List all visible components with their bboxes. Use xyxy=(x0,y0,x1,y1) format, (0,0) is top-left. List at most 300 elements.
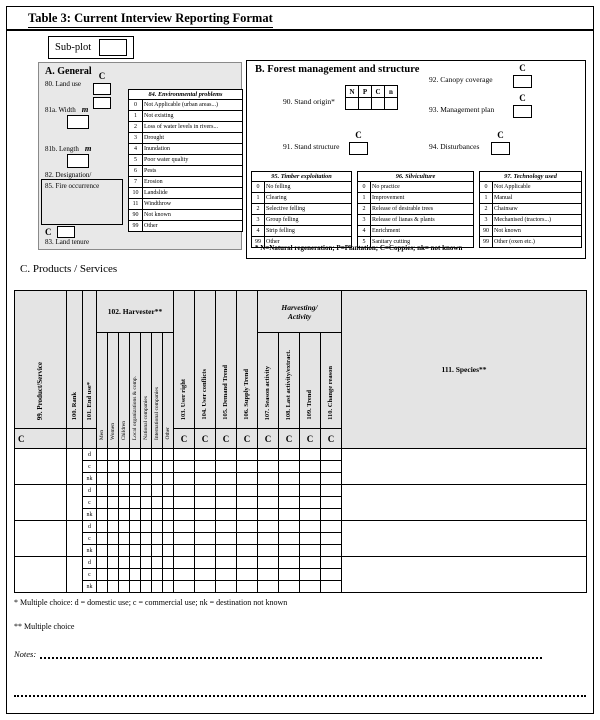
species-cell xyxy=(342,449,587,485)
harvester-cell xyxy=(130,485,141,497)
col-supply-trend-header: 106. Supply Trend xyxy=(237,291,258,429)
product-subrow-domestic xyxy=(15,521,587,533)
supply-trend-cell xyxy=(237,449,258,461)
code-label: Loss of water levels in rivers... xyxy=(143,122,243,133)
mgmt-plan-box xyxy=(513,105,532,118)
notes-row xyxy=(14,648,542,659)
disturbances-code: C xyxy=(497,130,504,140)
subplot-field xyxy=(48,36,134,59)
last-activity-cell xyxy=(279,557,300,569)
harvester-cell xyxy=(141,569,152,581)
product-subrow-domestic xyxy=(15,557,587,569)
harvester-cell xyxy=(163,485,174,497)
supply-trend-cell xyxy=(237,497,258,509)
length-field xyxy=(45,143,91,153)
harvester-cell xyxy=(97,473,108,485)
harvester-cell xyxy=(130,533,141,545)
notes-dotted-line-1 xyxy=(40,648,542,659)
subplot-input-box xyxy=(99,39,127,56)
code-label: Group felling xyxy=(265,215,352,226)
product-subrow-domestic xyxy=(15,449,587,461)
code-label: Poor water quality xyxy=(143,155,243,166)
harvester-cell xyxy=(163,473,174,485)
harvester-cell xyxy=(141,533,152,545)
harvester-col-local-orgs: Local organizations & comp. xyxy=(130,333,141,449)
product-cell xyxy=(15,557,67,593)
harvester-cell xyxy=(152,557,163,569)
user-right-cell xyxy=(174,521,195,533)
enduse-destination-label: nk xyxy=(83,509,97,521)
last-activity-cell xyxy=(279,461,300,473)
user-conflicts-cell xyxy=(195,557,216,569)
harvester-cell xyxy=(141,509,152,521)
rank-cell xyxy=(67,557,83,593)
harvester-cell xyxy=(163,569,174,581)
demand-trend-cell xyxy=(216,569,237,581)
species-cell xyxy=(342,485,587,521)
enduse-destination-label: d xyxy=(83,557,97,569)
enduse-destination-label: c xyxy=(83,569,97,581)
user-right-cell xyxy=(174,533,195,545)
harvester-cell xyxy=(130,545,141,557)
harvester-cell xyxy=(108,449,119,461)
trend-code-cell: C xyxy=(300,429,321,449)
harvester-cell xyxy=(130,449,141,461)
code-value: 1 xyxy=(129,111,143,122)
enduse-destination-label: d xyxy=(83,449,97,461)
technology-header-row xyxy=(480,172,582,182)
season-activity-cell xyxy=(258,557,279,569)
season-code-cell: C xyxy=(258,429,279,449)
width-field xyxy=(45,104,88,114)
code-list-row xyxy=(358,215,474,226)
harvester-cell xyxy=(108,545,119,557)
footnote-multiple-choice-2: ** Multiple choice xyxy=(14,622,75,631)
code-label: Release of desirable trees xyxy=(371,204,474,215)
land-tenure-label: 83. Land tenure xyxy=(45,238,90,246)
enduse-code-cell xyxy=(83,429,97,449)
col-product-header: 99. Product/Service xyxy=(15,291,67,429)
user-conflicts-code-cell: C xyxy=(195,429,216,449)
code-label: Not Applicable (urban areas...) xyxy=(143,100,243,111)
user-conflicts-cell xyxy=(195,533,216,545)
code-label: Improvement xyxy=(371,193,474,204)
trend-cell xyxy=(300,509,321,521)
change-reason-cell xyxy=(321,581,342,593)
harvester-cell xyxy=(119,509,130,521)
user-conflicts-cell xyxy=(195,545,216,557)
harvester-cell xyxy=(130,581,141,593)
user-right-cell xyxy=(174,497,195,509)
user-conflicts-cell xyxy=(195,509,216,521)
trend-cell xyxy=(300,533,321,545)
supply-trend-cell xyxy=(237,557,258,569)
product-cell xyxy=(15,521,67,557)
notes-label: Notes: xyxy=(14,649,37,659)
supply-trend-cell xyxy=(237,581,258,593)
timber-header-row xyxy=(252,172,352,182)
harvester-cell xyxy=(97,521,108,533)
stand-structure-field xyxy=(349,131,368,155)
last-activity-cell xyxy=(279,533,300,545)
code-list-row xyxy=(480,215,582,226)
demand-trend-cell xyxy=(216,449,237,461)
harvester-cell xyxy=(108,581,119,593)
harvester-cell xyxy=(97,509,108,521)
length-label: 81b. Length xyxy=(45,145,79,153)
user-right-cell xyxy=(174,509,195,521)
timber-exploitation-table xyxy=(251,171,352,248)
demand-trend-cell xyxy=(216,545,237,557)
products-services-table xyxy=(14,290,587,593)
harvester-cell xyxy=(141,557,152,569)
harvester-cell xyxy=(108,485,119,497)
harvester-cell xyxy=(130,461,141,473)
harvester-cell xyxy=(119,521,130,533)
fire-occurrence-box xyxy=(41,179,123,225)
change-reason-cell xyxy=(321,449,342,461)
harvester-col-international-companies: International companies xyxy=(152,333,163,449)
change-reason-cell xyxy=(321,545,342,557)
harvester-cell xyxy=(152,449,163,461)
change-reason-code-cell: C xyxy=(321,429,342,449)
code-value: 1 xyxy=(480,193,493,204)
demand-trend-cell xyxy=(216,557,237,569)
harvester-cell xyxy=(108,521,119,533)
silviculture-title: 96. Silviculture xyxy=(358,172,474,182)
designation-label: 82. Designation/ xyxy=(45,171,92,179)
disturbances-field xyxy=(491,131,510,155)
env-problems-table xyxy=(128,89,243,232)
harvester-cell xyxy=(108,509,119,521)
notes-dotted-line-2 xyxy=(14,686,586,697)
trend-cell xyxy=(300,449,321,461)
enduse-destination-label: c xyxy=(83,497,97,509)
code-label: Other xyxy=(143,221,243,232)
timber-title: 95. Timber exploitation xyxy=(252,172,352,182)
harvester-group-header: 102. Harvester** xyxy=(97,291,174,333)
harvester-cell xyxy=(141,497,152,509)
stand-origin-options xyxy=(345,85,398,110)
harvester-cell xyxy=(163,545,174,557)
code-label: Release of lianas & plants xyxy=(371,215,474,226)
change-reason-cell xyxy=(321,569,342,581)
rank-code-cell xyxy=(67,429,83,449)
harvester-cell xyxy=(141,581,152,593)
code-value: 3 xyxy=(358,215,371,226)
land-tenure-box xyxy=(57,226,75,238)
demand-trend-cell xyxy=(216,485,237,497)
harvester-cell xyxy=(141,449,152,461)
season-activity-cell xyxy=(258,533,279,545)
title-rule xyxy=(7,29,593,31)
season-activity-cell xyxy=(258,509,279,521)
harvester-cell xyxy=(97,581,108,593)
mgmt-plan-code: C xyxy=(519,93,526,103)
harvester-cell xyxy=(163,521,174,533)
last-activity-cell xyxy=(279,473,300,485)
change-reason-cell xyxy=(321,473,342,485)
trend-cell xyxy=(300,545,321,557)
code-label: Selective felling xyxy=(265,204,352,215)
harvester-cell xyxy=(97,533,108,545)
user-right-cell xyxy=(174,545,195,557)
code-list-row xyxy=(358,204,474,215)
code-label: Landslide xyxy=(143,188,243,199)
harvester-cell xyxy=(119,557,130,569)
section-b-title: B. Forest management and structure xyxy=(255,64,420,75)
harvester-cell xyxy=(130,497,141,509)
demand-trend-cell xyxy=(216,509,237,521)
code-value: 99 xyxy=(480,237,493,248)
stand-origin-letters-row xyxy=(346,86,398,98)
harvester-cell xyxy=(163,449,174,461)
harvester-cell xyxy=(108,461,119,473)
width-unit: m xyxy=(81,104,89,114)
code-list-row xyxy=(252,193,352,204)
code-value: 2 xyxy=(358,204,371,215)
harvester-cell xyxy=(141,521,152,533)
season-activity-cell xyxy=(258,545,279,557)
harvester-cell xyxy=(152,485,163,497)
harvester-cell xyxy=(97,485,108,497)
stand-structure-box xyxy=(349,142,368,155)
code-value: 10 xyxy=(129,188,143,199)
code-value: 1 xyxy=(358,193,371,204)
code-list-row xyxy=(358,182,474,193)
stand-structure-code: C xyxy=(355,130,362,140)
last-activity-cell xyxy=(279,545,300,557)
supply-trend-cell xyxy=(237,485,258,497)
harvester-col-women: Women xyxy=(108,333,119,449)
code-value: 99 xyxy=(252,237,265,248)
harvester-col-other: Other xyxy=(163,333,174,449)
code-value: 3 xyxy=(129,133,143,144)
code-label: Strip felling xyxy=(265,226,352,237)
enduse-destination-label: nk xyxy=(83,473,97,485)
harvester-cell xyxy=(108,533,119,545)
stand-origin-option-nk: n xyxy=(385,86,398,98)
supply-trend-cell xyxy=(237,533,258,545)
harvester-cell xyxy=(119,461,130,473)
code-list-row xyxy=(358,193,474,204)
col-rank-header: 100. Rank xyxy=(67,291,83,429)
col-trend-header: 109. Trend xyxy=(300,333,321,429)
harvester-cell xyxy=(152,569,163,581)
species-cell xyxy=(342,521,587,557)
harvester-cell xyxy=(130,473,141,485)
section-c-title: C. Products / Services xyxy=(20,263,118,275)
stand-origin-tick-box xyxy=(346,98,359,110)
demand-trend-cell xyxy=(216,521,237,533)
change-reason-cell xyxy=(321,509,342,521)
code-value: 7 xyxy=(129,177,143,188)
section-b xyxy=(246,60,586,259)
change-reason-cell xyxy=(321,485,342,497)
harvester-cell xyxy=(141,461,152,473)
trend-cell xyxy=(300,485,321,497)
code-list-row xyxy=(129,144,243,155)
harvester-cell xyxy=(119,545,130,557)
harvester-cell xyxy=(130,521,141,533)
season-activity-cell xyxy=(258,521,279,533)
code-label: Windthrow xyxy=(143,199,243,210)
code-value: 2 xyxy=(252,204,265,215)
stand-origin-option-n: N xyxy=(346,86,359,98)
harvester-cell xyxy=(97,569,108,581)
code-value: 99 xyxy=(129,221,143,232)
land-use-code: C xyxy=(98,71,106,81)
code-label: No practice xyxy=(371,182,474,193)
trend-cell xyxy=(300,497,321,509)
disturbances-label: 94. Disturbances xyxy=(429,142,480,151)
code-list-row xyxy=(358,226,474,237)
code-label: Inundation xyxy=(143,144,243,155)
harvester-cell xyxy=(97,497,108,509)
user-right-cell xyxy=(174,569,195,581)
technology-table xyxy=(479,171,582,248)
user-right-cell xyxy=(174,485,195,497)
code-list-row xyxy=(252,182,352,193)
code-list-row xyxy=(480,193,582,204)
harvester-cell xyxy=(152,461,163,473)
code-value: 90 xyxy=(129,210,143,221)
env-problems-header-row xyxy=(129,90,243,100)
harvester-cell xyxy=(130,569,141,581)
code-label: Clearing xyxy=(265,193,352,204)
change-reason-cell xyxy=(321,497,342,509)
last-activity-code-cell: C xyxy=(279,429,300,449)
harvester-cell xyxy=(152,521,163,533)
last-activity-cell xyxy=(279,485,300,497)
code-value: 6 xyxy=(129,166,143,177)
code-label: Manual xyxy=(493,193,582,204)
col-enduse-header: 101. End use* xyxy=(83,291,97,429)
last-activity-cell xyxy=(279,581,300,593)
technology-title: 97. Technology used xyxy=(480,172,582,182)
mgmt-plan-field xyxy=(513,94,532,118)
user-right-cell xyxy=(174,449,195,461)
supply-trend-cell xyxy=(237,461,258,473)
width-label: 81a. Width xyxy=(45,106,76,114)
change-reason-cell xyxy=(321,461,342,473)
code-value: 90 xyxy=(480,226,493,237)
demand-trend-cell xyxy=(216,497,237,509)
stand-origin-tick-box xyxy=(359,98,372,110)
header-row-groups xyxy=(15,291,587,333)
length-input-box xyxy=(67,154,89,168)
last-activity-cell xyxy=(279,449,300,461)
enduse-destination-label: d xyxy=(83,521,97,533)
code-value: 0 xyxy=(252,182,265,193)
col-species-header: 111. Species** xyxy=(342,291,587,449)
user-right-code-cell: C xyxy=(174,429,195,449)
product-cell xyxy=(15,449,67,485)
section-b-footnote: * N=Natural regeneration; P=Plantation; C=Coppies; nk= not known xyxy=(255,244,463,252)
supply-trend-cell xyxy=(237,473,258,485)
trend-cell xyxy=(300,461,321,473)
harvester-cell xyxy=(152,533,163,545)
harvesting-activity-line2: Activity xyxy=(287,311,312,321)
col-user-conflicts-header: 104. User conflicts xyxy=(195,291,216,429)
code-list-row xyxy=(129,188,243,199)
env-problems-title: 84. Environmental problems xyxy=(129,90,243,100)
supply-trend-cell xyxy=(237,509,258,521)
harvester-col-children: Children xyxy=(119,333,130,449)
section-a-title: A. General xyxy=(45,66,92,77)
code-list-row xyxy=(129,177,243,188)
demand-trend-cell xyxy=(216,461,237,473)
harvester-cell xyxy=(152,473,163,485)
harvester-cell xyxy=(97,461,108,473)
length-unit: m xyxy=(84,143,92,153)
harvester-cell xyxy=(108,569,119,581)
trend-cell xyxy=(300,521,321,533)
user-conflicts-cell xyxy=(195,461,216,473)
col-change-reason-header: 110. Change reason xyxy=(321,333,342,429)
user-right-cell xyxy=(174,473,195,485)
harvester-cell xyxy=(119,497,130,509)
stand-origin-option-p: P xyxy=(359,86,372,98)
stand-origin-tick-box xyxy=(385,98,398,110)
code-value: 4 xyxy=(358,226,371,237)
code-list-row xyxy=(252,204,352,215)
code-list-row xyxy=(480,226,582,237)
code-list-row xyxy=(252,215,352,226)
season-activity-cell xyxy=(258,473,279,485)
change-reason-cell xyxy=(321,521,342,533)
harvester-cell xyxy=(119,449,130,461)
user-conflicts-cell xyxy=(195,497,216,509)
demand-trend-cell xyxy=(216,581,237,593)
user-conflicts-cell xyxy=(195,485,216,497)
code-label: Not Applicable xyxy=(493,182,582,193)
canopy-code: C xyxy=(519,63,526,73)
harvester-col-national-companies: National companies xyxy=(141,333,152,449)
harvester-cell xyxy=(119,473,130,485)
page-title: Table 3: Current Interview Reporting Format xyxy=(28,11,273,28)
code-list-row xyxy=(480,237,582,248)
code-value: 5 xyxy=(358,237,371,248)
col-season-activity-header: 107. Season activity xyxy=(258,333,279,429)
code-value: 2 xyxy=(480,204,493,215)
product-code-cell: C xyxy=(15,429,67,449)
stand-origin-option-c: C xyxy=(372,86,385,98)
code-list-row xyxy=(129,100,243,111)
code-label: Chainsaw xyxy=(493,204,582,215)
code-label: Not known xyxy=(493,226,582,237)
supply-trend-cell xyxy=(237,545,258,557)
trend-cell xyxy=(300,569,321,581)
species-cell xyxy=(342,557,587,593)
code-value: 4 xyxy=(252,226,265,237)
code-value: 3 xyxy=(252,215,265,226)
product-cell xyxy=(15,485,67,521)
silviculture-table xyxy=(357,171,474,248)
code-label: Mechanised (tractors...) xyxy=(493,215,582,226)
harvester-cell xyxy=(152,581,163,593)
season-activity-cell xyxy=(258,461,279,473)
land-use-label: 80. Land use xyxy=(45,80,81,88)
harvester-cell xyxy=(163,497,174,509)
season-activity-cell xyxy=(258,485,279,497)
code-label: Erosion xyxy=(143,177,243,188)
subplot-label: Sub-plot xyxy=(55,42,92,53)
supply-trend-cell xyxy=(237,569,258,581)
code-list-row xyxy=(252,226,352,237)
harvester-cell xyxy=(163,461,174,473)
harvester-cell xyxy=(163,533,174,545)
